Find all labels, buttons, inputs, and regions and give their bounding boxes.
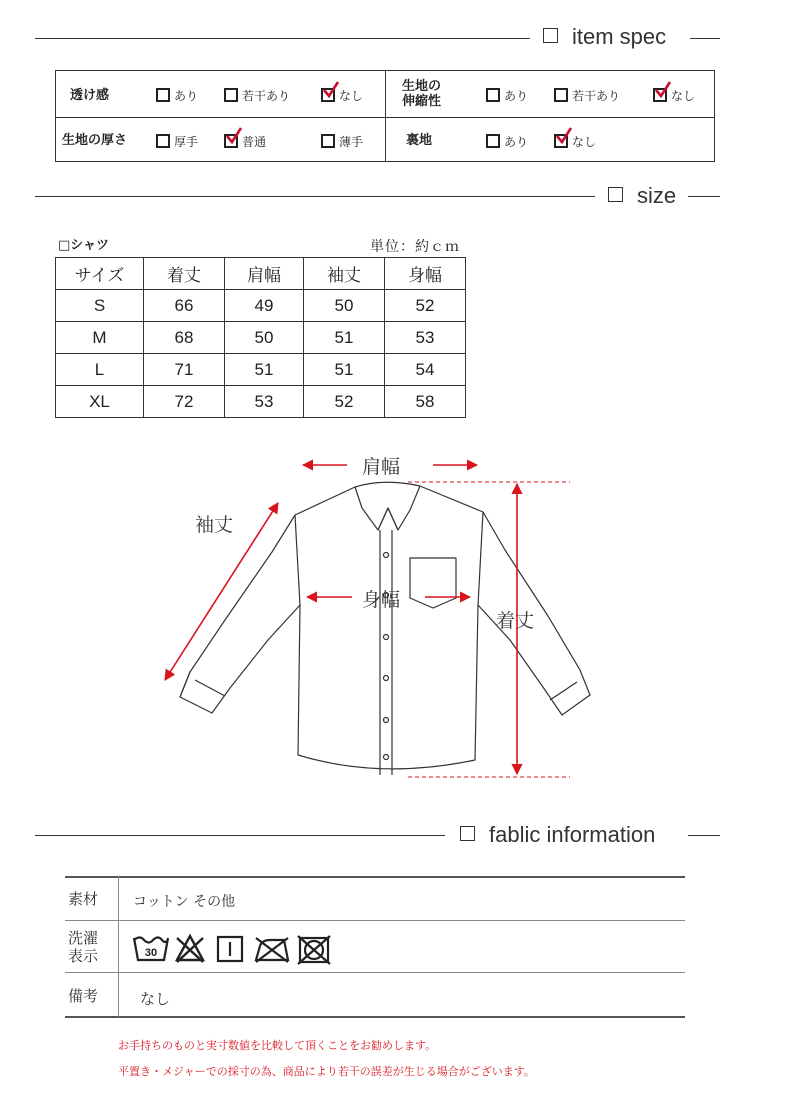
table-cell: 72 [144, 386, 225, 418]
fabric-label-washing: 洗濯 表示 [68, 929, 99, 965]
table-cell: 49 [225, 290, 304, 322]
table-row [56, 290, 466, 322]
table-cell: 68 [144, 322, 225, 354]
fabric-table-row-rule [65, 920, 685, 921]
spec-option-sheer-yes: あり [156, 88, 198, 103]
checkbox-icon [554, 88, 568, 102]
section-title-fabric: fablic information [460, 822, 655, 848]
section-box-icon [460, 826, 475, 841]
label-shoulder: 肩幅 [362, 456, 401, 478]
fabric-table-top-rule [65, 876, 685, 878]
spec-option-thin: 薄手 [321, 134, 363, 149]
checkbox-icon [321, 134, 335, 148]
fabric-table-row-rule [65, 972, 685, 973]
table-cell: L [56, 354, 144, 386]
checked-checkbox-icon [321, 88, 335, 102]
checked-checkbox-icon [554, 134, 568, 148]
section-rule-left [35, 196, 595, 197]
table-row [56, 386, 466, 418]
size-table [55, 257, 466, 418]
shirt-measurement-diagram [0, 440, 800, 800]
table-cell: 52 [385, 290, 466, 322]
spec-label-sheer: 透け感 [70, 88, 110, 103]
spec-option-sheer-no: なし [321, 88, 363, 103]
table-cell: 71 [144, 354, 225, 386]
section-rule-left [35, 835, 445, 836]
table-cell: M [56, 322, 144, 354]
table-cell: 53 [385, 322, 466, 354]
spec-option-stretch-slight: 若干あり [554, 88, 620, 103]
checked-checkbox-icon [653, 88, 667, 102]
table-cell: S [56, 290, 144, 322]
table-cell: 66 [144, 290, 225, 322]
footnote-measurement: 平置き・メジャーでの採寸の為、商品により若干の誤差が生じる場合がございます。 [118, 1065, 535, 1078]
section-rule-left [35, 38, 530, 39]
table-cell: 50 [304, 290, 385, 322]
size-table-title: □シャツ [58, 238, 110, 253]
footnote-compare: お手持ちのものと実寸数値を比較して頂くことをお勧めします。 [118, 1039, 437, 1052]
spec-option-stretch-no: なし [653, 88, 695, 103]
table-header-cell: 肩幅 [225, 258, 304, 290]
fabric-value-notes: なし [140, 990, 171, 1008]
spec-option-stretch-yes: あり [486, 88, 528, 103]
table-cell: 54 [385, 354, 466, 386]
table-cell: 52 [304, 386, 385, 418]
table-header-cell: サイズ [56, 258, 144, 290]
section-title-size: size [608, 183, 676, 209]
no-bleach-icon [177, 936, 203, 962]
fabric-label-notes: 備考 [68, 987, 99, 1005]
table-cell: 53 [225, 386, 304, 418]
table-cell: 58 [385, 386, 466, 418]
label-length: 着丈 [496, 610, 535, 632]
fabric-value-material: コットン その他 [133, 894, 236, 910]
section-rule-right [688, 835, 720, 836]
spec-label-thickness: 生地の厚さ [62, 133, 128, 148]
spec-label-stretch: 生地の 伸縮性 [402, 79, 442, 109]
section-box-icon [608, 187, 623, 202]
table-header-cell: 袖丈 [304, 258, 385, 290]
section-rule-right [690, 38, 720, 39]
section-title-item-spec: item spec [543, 24, 666, 50]
spec-option-normal: 普通 [224, 134, 266, 149]
checkbox-icon [156, 134, 170, 148]
table-row [56, 354, 466, 386]
checkbox-icon [486, 134, 500, 148]
spec-col-divider [385, 71, 386, 161]
checked-checkbox-icon [224, 134, 238, 148]
table-header-cell: 着丈 [144, 258, 225, 290]
fabric-table-col-divider [118, 876, 119, 1017]
table-cell: 51 [304, 354, 385, 386]
label-sleeve: 袖丈 [195, 514, 234, 536]
fabric-label-material: 素材 [68, 890, 99, 908]
table-header-cell: 身幅 [385, 258, 466, 290]
spec-option-lining-yes: あり [486, 134, 528, 149]
table-cell: 50 [225, 322, 304, 354]
no-dry-clean-icon [298, 936, 330, 964]
spec-option-sheer-slight: 若干あり [224, 88, 290, 103]
label-body-width: 身幅 [362, 589, 401, 611]
size-unit: 単位：約ｃｍ [370, 239, 460, 255]
table-cell: XL [56, 386, 144, 418]
item-spec-table [55, 70, 715, 162]
checkbox-icon [486, 88, 500, 102]
section-rule-right [688, 196, 720, 197]
checkbox-icon [224, 88, 238, 102]
line-dry-icon [218, 937, 242, 961]
wash-temp-label: 30 [144, 947, 158, 959]
spec-option-thick: 厚手 [156, 134, 198, 149]
care-symbols [132, 932, 342, 970]
section-box-icon [543, 28, 558, 43]
table-cell: 51 [225, 354, 304, 386]
spec-label-lining: 裏地 [406, 133, 433, 148]
fabric-table-bottom-rule [65, 1016, 685, 1018]
table-row [56, 322, 466, 354]
checkbox-icon [156, 88, 170, 102]
table-header-row [56, 258, 466, 290]
spec-option-lining-no: なし [554, 134, 596, 149]
no-iron-icon [256, 938, 288, 962]
table-cell: 51 [304, 322, 385, 354]
